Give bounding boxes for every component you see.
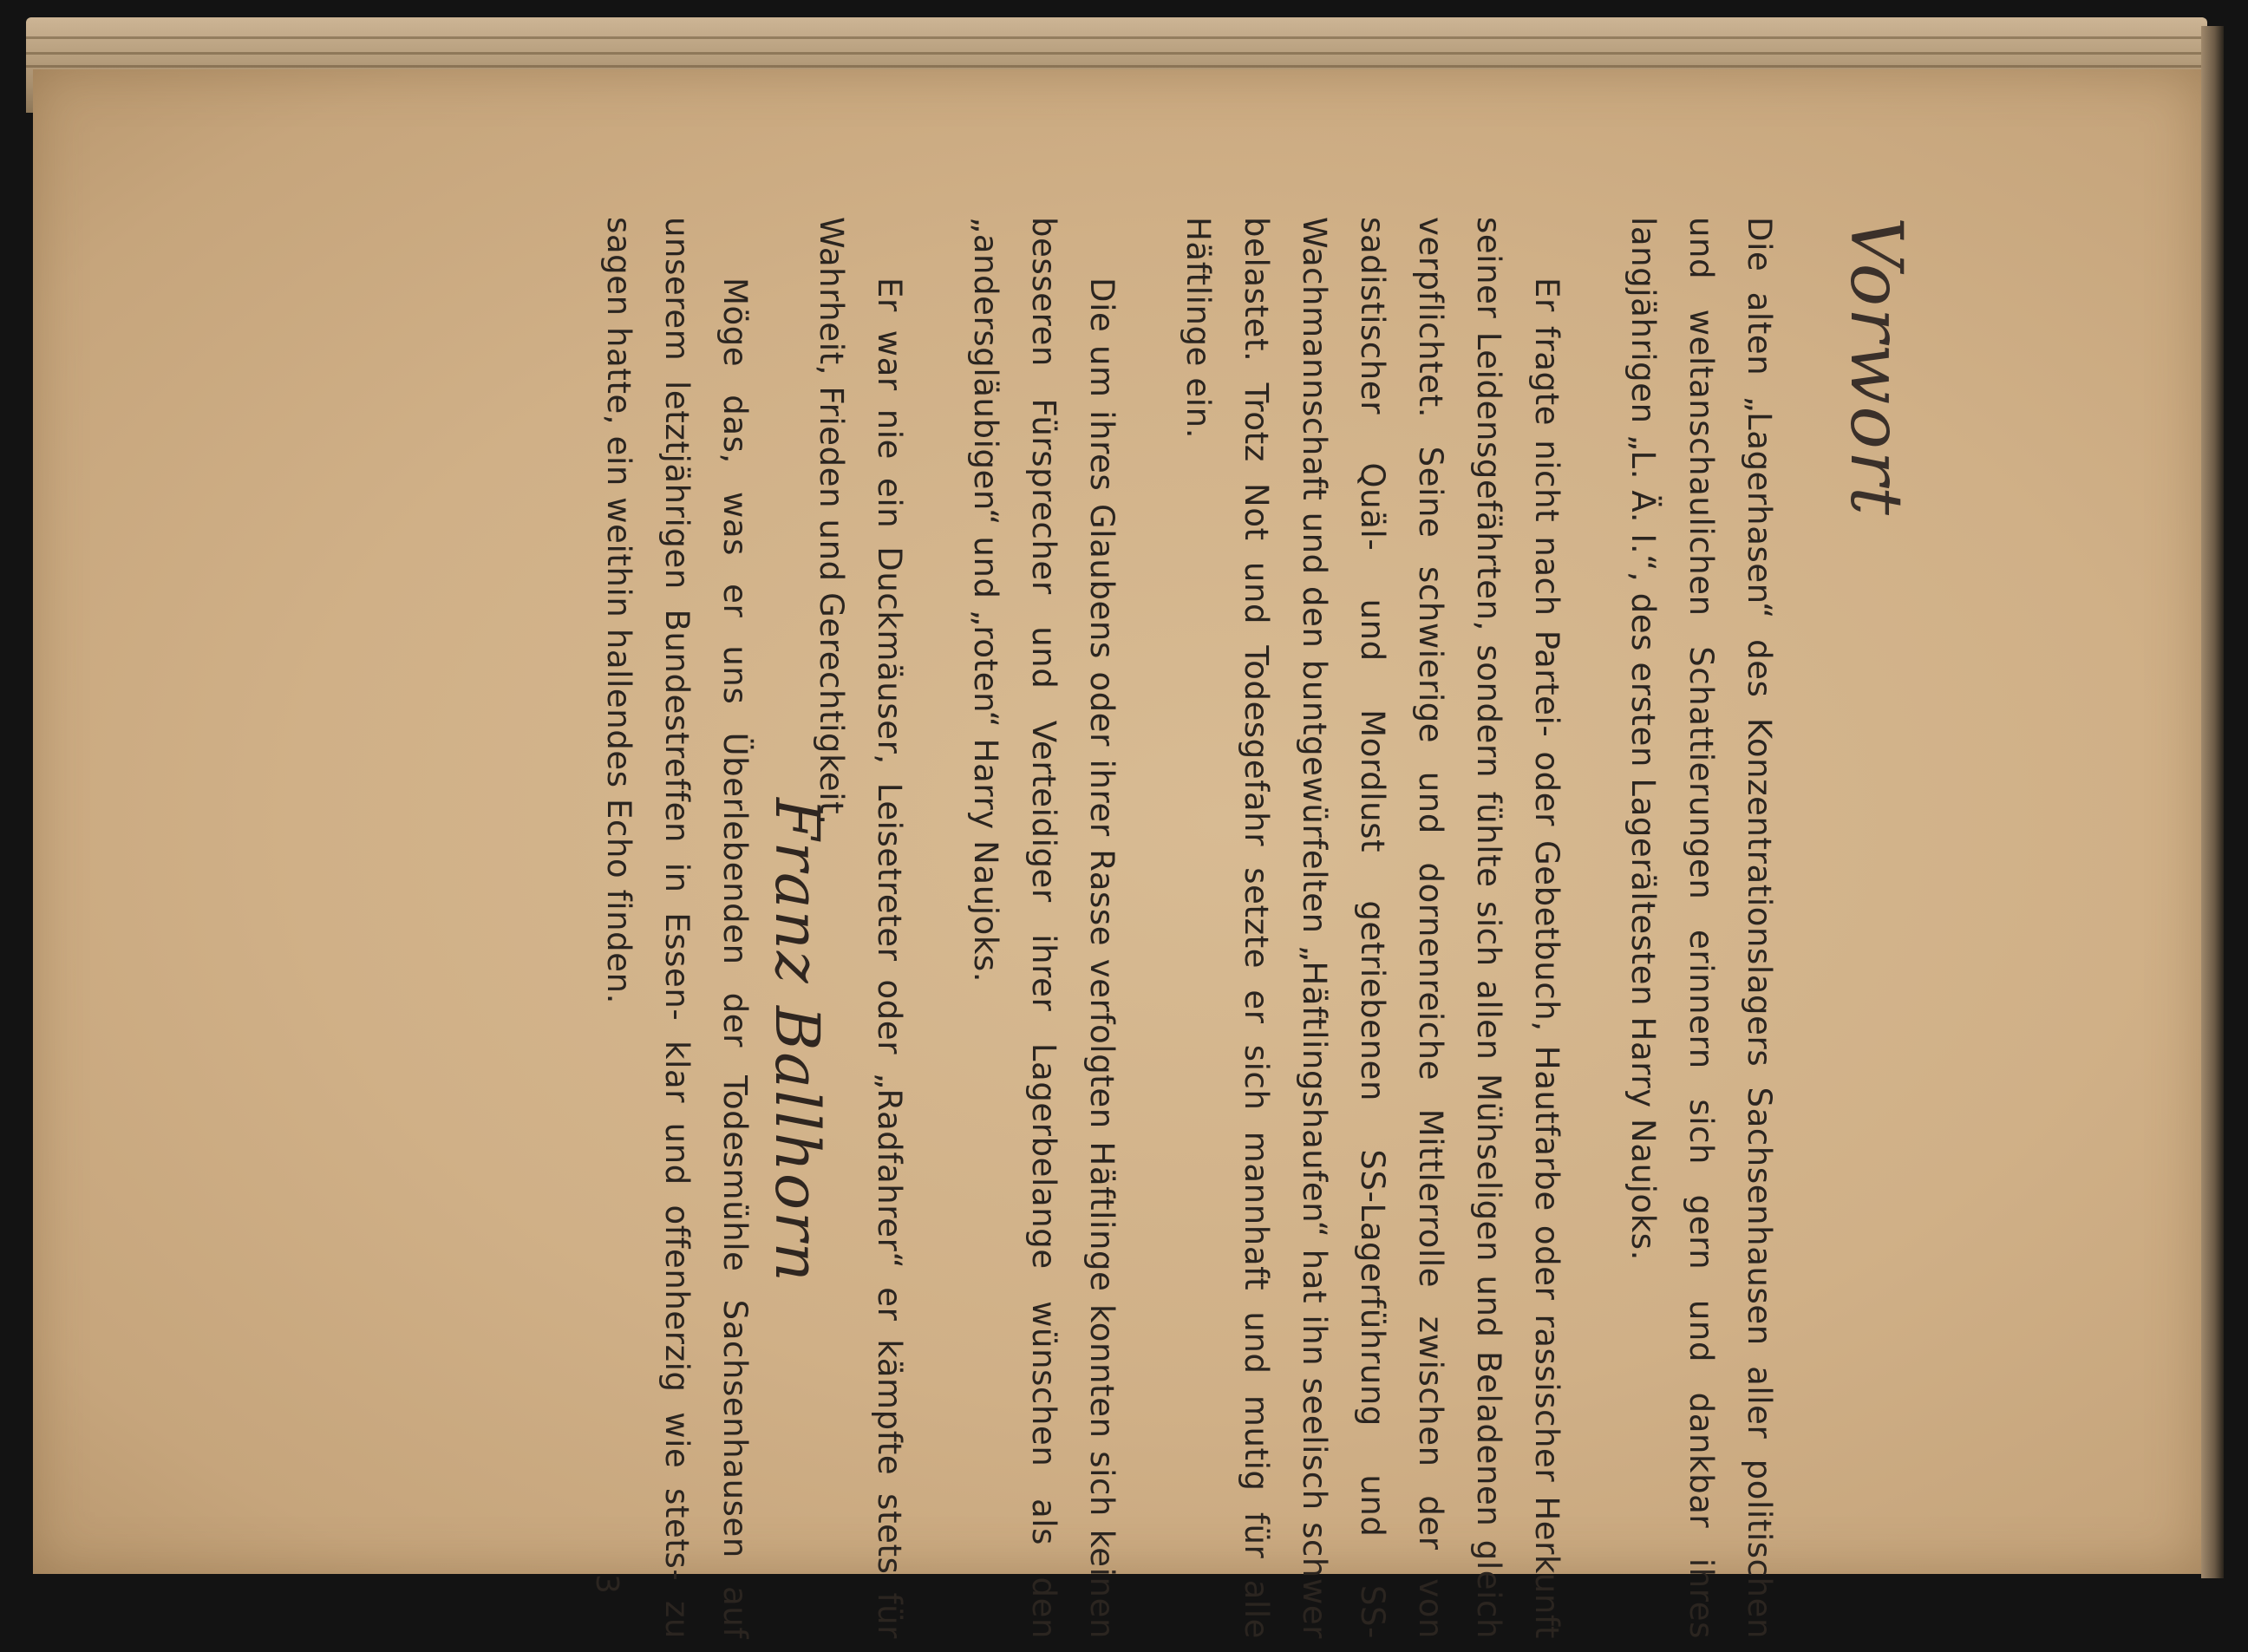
paragraph-4: Er war nie ein Duckmäuser, Leisetreter oder „Radfahrer“ er kämpfte stets für Wahrheit, Frieden und Gerechtigkeit. xyxy=(813,217,908,1639)
body-text xyxy=(552,217,1788,1639)
signature: Franz Ballhorn xyxy=(761,798,833,1283)
book-binding-edge xyxy=(2201,26,2224,1578)
page-content xyxy=(564,217,1917,1639)
page-number: 3 xyxy=(589,1574,624,1594)
page-edge-line xyxy=(26,65,2207,68)
page-title: Vorwort xyxy=(1834,217,1917,517)
page-edge-line xyxy=(26,36,2207,39)
paragraph-2: Er fragte nicht nach Partei- oder Gebetbuch, Hautfarbe oder rassischer Herkunft seiner Leidensgefährten, sondern fühlte sich allen Mühseligen und Beladenen gleich verpflichtet. Seine schwierige und dornenreiche Mittlerrolle zwischen der von sadistischer Quäl- und Mordlust getriebenen SS-Lagerführung und SS-Wachmannschaft und den buntgewürfelten „Häftlingshaufen“ hat ihn seelisch schwer belastet. Trotz Not und Todesgefahr setzte er sich mannhaft und mutig für alle Häftlinge ein. xyxy=(1180,217,1565,1639)
page-edge-line xyxy=(26,52,2207,55)
paragraph-3: Die um ihres Glaubens oder ihrer Rasse verfolgten Häftlinge konnten sich keinen besseren Fürsprecher und Verteidiger ihrer Lagerbelange wünschen als den „andersgläubigen“ und „roten“ Harry Naujoks. xyxy=(967,217,1121,1639)
paragraph-5: Möge das, was er uns Überlebenden der Todesmühle Sachsenhausen auf unserem letztjährigen Bundestreffen in Essen- klar und offenherzig wie stets- zu sagen hatte, ein weithin hallendes Echo finden. xyxy=(600,217,754,1639)
paragraph-1: Die alten „Lagerhasen“ des Konzentrationslagers Sachsenhausen aller politischen und weltanschaulichen Schattierungen erinnern sich gern und dankbar ihres langjährigen „L. Ä. I.“, des ersten Lagerältesten Harry Naujoks. xyxy=(1624,217,1778,1639)
